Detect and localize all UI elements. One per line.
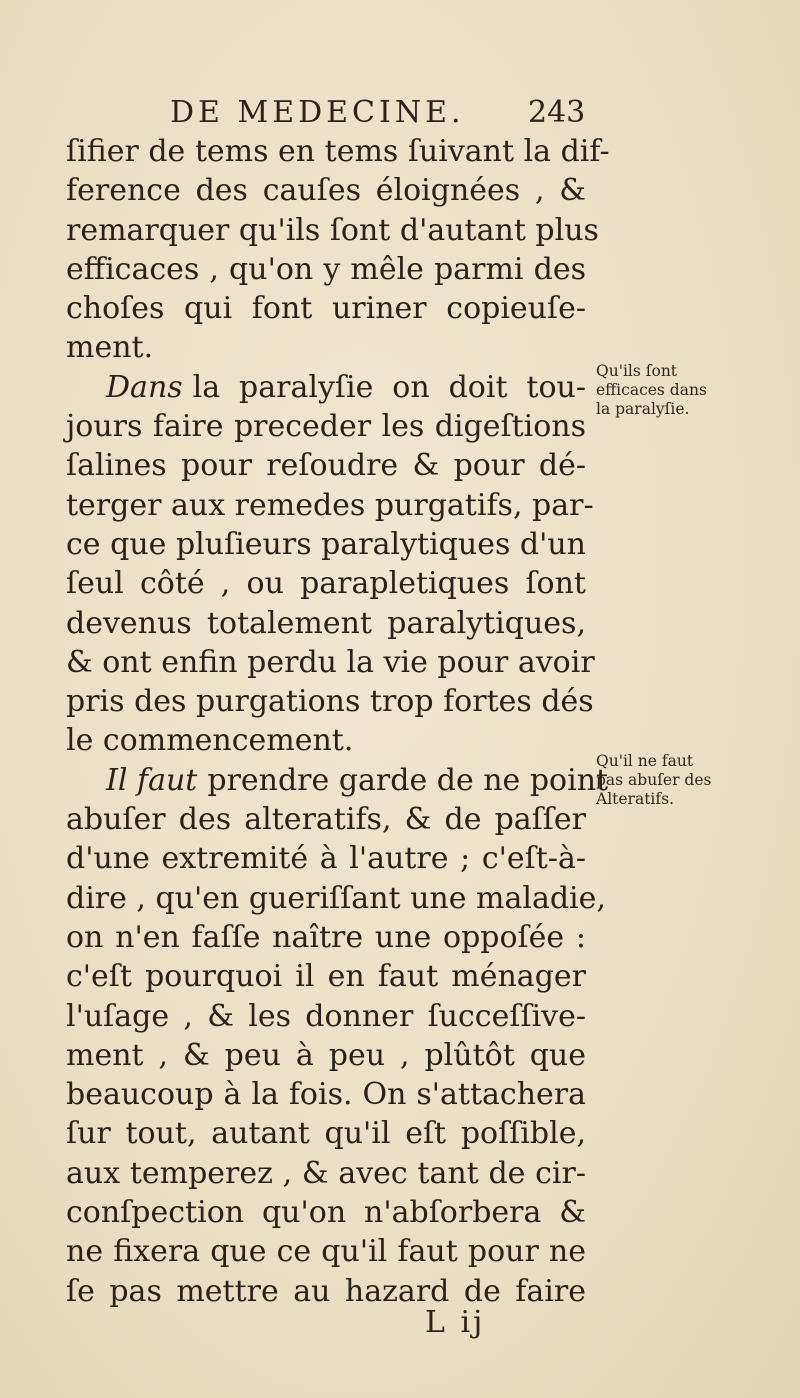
margin-note-line: Alteratifs.	[596, 790, 675, 808]
first-line-text: prendre garde de ne point	[207, 762, 609, 798]
signature-mark: L ij	[425, 1305, 486, 1340]
margin-note-line: la paralyſie.	[596, 400, 690, 418]
text-line: jours faire preceder les digeſtions	[66, 409, 586, 445]
text-line: ſalines pour reſoudre & pour dé-	[66, 448, 586, 484]
paragraph-first-line	[66, 368, 586, 407]
text-line: & ont enfin perdu la vie pour avoir	[66, 644, 595, 680]
text-line: pris des purgations trop fortes dés	[66, 684, 594, 720]
text-line: ſifier de tems en tems ſuivant la dif-	[66, 134, 610, 169]
text-line: dire , qu'en gueriſſant une maladie,	[66, 880, 606, 916]
margin-note-line: Qu'ils ſont	[596, 362, 678, 380]
text-line: ment , & peu à peu , plûtôt que	[66, 1037, 586, 1073]
text-line: efficaces , qu'on y mêle parmi des	[66, 251, 586, 287]
paragraph-first-line	[66, 761, 609, 800]
text-line: d'une extremité à l'autre ; c'eſt-à-	[66, 841, 586, 877]
running-title: DE MEDECINE.	[170, 95, 465, 130]
text-line: ſeul côté , ou parapletiques ſont	[66, 566, 586, 602]
text-line: remarquer qu'ils ſont d'autant plus	[66, 212, 599, 248]
text-line: abuſer des alteratifs, & de paſſer	[66, 802, 586, 838]
text-line: ference des cauſes éloignées , &	[66, 173, 586, 209]
margin-note-efficacy	[596, 362, 776, 419]
text-line: on n'en faſſe naître une oppoſée :	[66, 919, 586, 955]
margin-note-line: pas abuſer des	[596, 771, 712, 789]
text-line: ſe pas mettre au hazard de faire	[66, 1273, 586, 1309]
text-line: choſes qui font uriner copieuſe-	[66, 291, 586, 327]
text-line: le commencement.	[66, 723, 354, 759]
first-line-text: la paralyſie on doit tou-	[192, 369, 586, 405]
margin-note-alteratifs	[596, 752, 776, 809]
paragraph-lead-word: Il faut	[106, 762, 198, 798]
margin-note-line: efficaces dans	[596, 381, 707, 399]
text-line: terger aux remedes purgatifs, par-	[66, 487, 594, 523]
text-line: devenus totalement paralytiques,	[66, 605, 586, 641]
text-line: aux temperez , & avec tant de cir-	[66, 1155, 586, 1191]
text-line: ne fixera que ce qu'il faut pour ne	[66, 1234, 586, 1270]
page-number: 243	[528, 95, 586, 130]
text-line: l'uſage , & les donner ſucceſſive-	[66, 998, 586, 1034]
margin-note-line: Qu'il ne faut	[596, 752, 694, 770]
paragraph-lead-word: Dans	[106, 369, 183, 405]
main-text	[66, 132, 610, 1311]
text-line: c'eſt pourquoi il en faut ménager	[66, 959, 586, 995]
text-line: ment.	[66, 330, 154, 366]
text-line: conſpection qu'on n'abſorbera &	[66, 1195, 586, 1231]
text-line: ce que pluſieurs paralytiques d'un	[66, 526, 586, 562]
text-line: ſur tout, autant qu'il eſt poſſible,	[66, 1116, 586, 1152]
text-line: beaucoup à la fois. On s'attachera	[66, 1077, 586, 1113]
